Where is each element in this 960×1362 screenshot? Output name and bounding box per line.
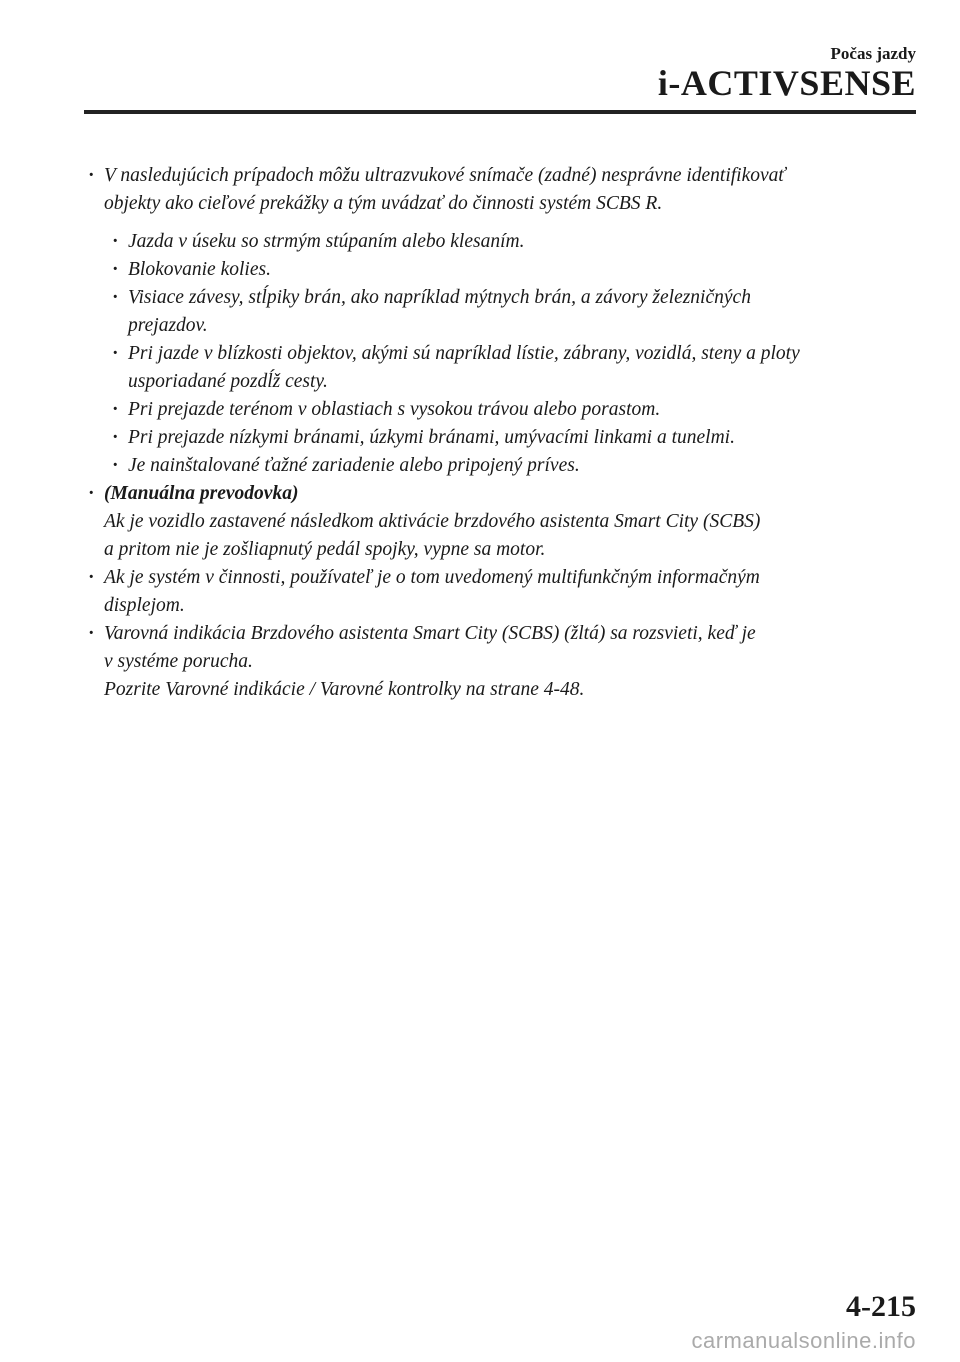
sub-bullet-item: · Blokovanie kolies. xyxy=(110,256,906,284)
bullet-item-display-notice: · Ak je systém v činnosti, používateľ je o tom uvedomený multifunkčným informačným displejom. xyxy=(86,564,906,620)
sub-list-conditions xyxy=(110,228,906,480)
cross-reference: Pozrite Varovné indikácie / Varovné kontrolky na strane 4-48. xyxy=(104,679,585,700)
sub-bullet-item: · Pri prejazde nízkymi bránami, úzkymi bránami, umývacími linkami a tunelmi. xyxy=(110,424,906,452)
page-content xyxy=(86,162,906,704)
watermark: carmanualsonline.info xyxy=(691,1328,916,1353)
bullet-item-manual-transmission: · (Manuálna prevodovka) Ak je vozidlo zastavené následkom aktivácie brzdového asistenta Smart City (SCBS) a pritom nie je zošliapnutý pedál spojky, vypne sa motor. xyxy=(86,480,906,564)
bullet-heading: · (Manuálna prevodovka) xyxy=(104,483,299,504)
section-label: Počas jazdy xyxy=(830,44,916,63)
header-divider xyxy=(84,110,916,114)
sub-bullet-item: · Pri prejazde terénom v oblastiach s vysokou trávou alebo porastom. xyxy=(110,396,906,424)
chapter-title: i-ACTIVSENSE xyxy=(657,63,916,103)
sub-bullet-item: · Visiace závesy, stĺpiky brán, ako napríklad mýtnych brán, a závory železničných prejazdov. xyxy=(110,284,906,340)
page-number: 4-215 xyxy=(846,1290,916,1323)
bullet-item-warning-indicator: · Varovná indikácia Brzdového asistenta Smart City (SCBS) (žltá) sa rozsvieti, keď je v systéme porucha. Pozrite Varovné indikácie / Varovné kontrolky na strane 4-48. xyxy=(86,620,906,704)
sub-bullet-item: · Jazda v úseku so strmým stúpaním alebo klesaním. xyxy=(110,228,906,256)
bullet-item-sensors: · V nasledujúcich prípadoch môžu ultrazvukové snímače (zadné) nesprávne identifikovať objekty ako cieľové prekážky a tým uvádzať do činnosti systém SCBS R. xyxy=(86,162,906,218)
sub-bullet-item: · Pri jazde v blízkosti objektov, akými sú napríklad lístie, zábrany, vozidlá, steny a ploty usporiadané pozdĺž cesty. xyxy=(110,340,906,396)
sub-bullet-item: · Je nainštalované ťažné zariadenie alebo pripojený príves. xyxy=(110,452,906,480)
